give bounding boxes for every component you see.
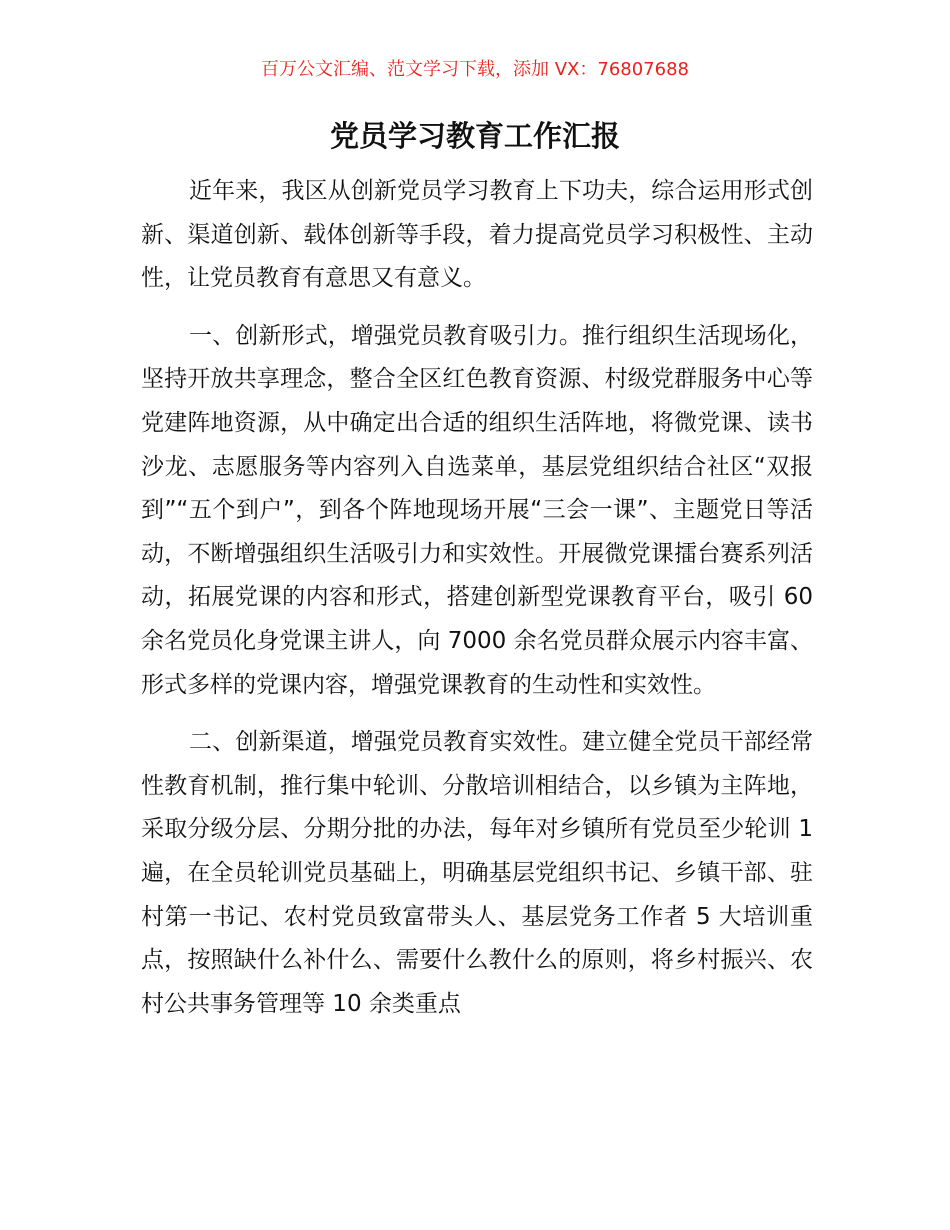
header-promo-note: 百万公文汇编、范文学习下载，添加 VX：76807688 [261,59,689,80]
document-title: 党员学习教育工作汇报 [329,119,620,153]
paragraph-intro: 近年来，我区从创新党员学习教育上下功夫，综合运用形式创新、渠道创新、载体创新等手段，着力提高党员学习积极性、主动性，让党员教育有意思又有意义。 [141,178,813,292]
paragraph-section-1: 一、创新形式，增强党员教育吸引力。推行组织生活现场化，坚持开放共享理念，整合全区红色教育资源、村级党群服务中心等党建阵地资源，从中确定出合适的组织生活阵地，将微党课、读书沙龙、志愿服务等内容列入自选菜单，基层党组织结合社区“双报到”“五个到户”，到各个阵地现场开展“三会一课”、主题党日等活动，不断增强组织生活吸引力和实效性。开展微党课擂台赛系列活动，拓展党课的内容和形式，搭建创新型党课教育平台，吸引 60 余名党员化身党课主讲人，向 7000 余名党员群众展示内容丰富、形式多样的党课内容，增强党课教育的生动性和实效性。 [141,322,813,698]
document-body [141,170,813,1026]
paragraph-section-2: 二、创新渠道，增强党员教育实效性。建立健全党员干部经常性教育机制，推行集中轮训、分散培训相结合，以乡镇为主阵地，采取分级分层、分期分批的办法，每年对乡镇所有党员至少轮训 1 遍，在全员轮训党员基础上，明确基层党组织书记、乡镇干部、驻村第一书记、农村党员致富带头人、基层党务工作者 5 大培训重点，按照缺什么补什么、需要什么教什么的原则，将乡村振兴、农村公共事务管理等 10 余类重点 [141,729,813,1017]
